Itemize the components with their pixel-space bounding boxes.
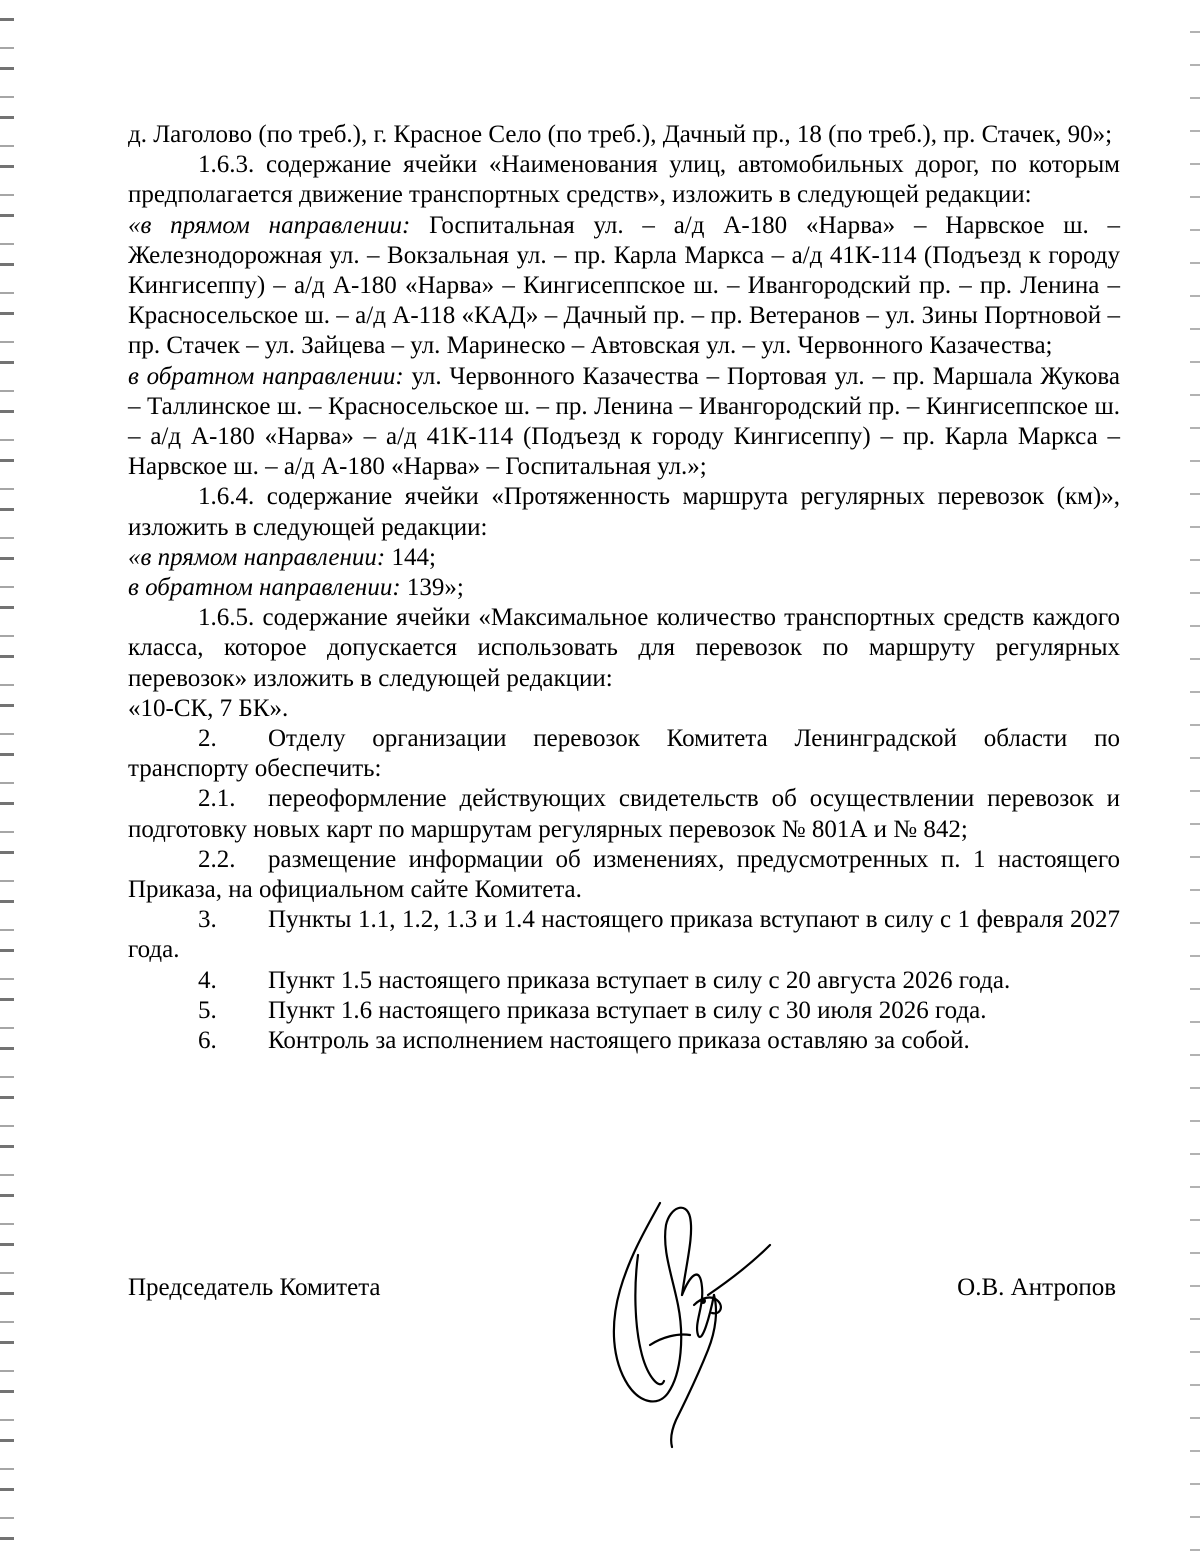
item-text: размещение информации об изменениях, предусмотренных п. 1 настоящего Приказа, на официальном сайте Комитета. [128, 845, 1120, 904]
item-number: 6. [198, 1027, 217, 1055]
item-number: 3. [198, 906, 217, 934]
position-title: Председатель Комитета [128, 1274, 381, 1301]
item-number: 2. [198, 725, 217, 753]
reverse-length-value: 139»; [400, 574, 464, 602]
item-text: Отделу организации перевозок Комитета Ленинградской области по транспорту обеспечить: [128, 725, 1120, 783]
reverse-route-text: ул. Червонного Казачества – Портовая ул. – пр. Маршала Жукова – Таллинское ш. – Красносельское ш. – пр. Ленина – Ивангородский пр. – Кингисеппское ш. – а/д А-180 «Нарва» – а/д 41К-114 (Подъезд к городу Кингисеппу) – пр. Карла Маркса – Нарвское ш. – а/д А-180 «Нарва» – Госпитальная ул.»; [128, 362, 1121, 481]
paragraph-vehicle-count [128, 694, 1120, 724]
item-number: 2.1. [198, 785, 236, 813]
handwritten-signature [590, 1195, 780, 1455]
item-text: Контроль за исполнением настоящего приказа оставляю за собой. [268, 1027, 970, 1055]
paragraph-text: д. Лаголово (по треб.), г. Красное Село (по треб.), Дачный пр., 18 (по треб.), пр. Стачек, 90»; [128, 121, 1113, 148]
reverse-direction-label: в обратном направлении: [128, 362, 404, 390]
signatory-name: О.В. Антропов [957, 1274, 1116, 1301]
item-text: переоформление действующих свидетельств об осуществлении перевозок и подготовку новых карт по маршрутам регулярных перевозок № 801А и № 842; [128, 785, 1120, 843]
forward-length-label: «в прямом направлении: [128, 543, 386, 571]
scan-edge-left [0, 0, 14, 1553]
item-text: Пункт 1.6 настоящего приказа вступает в силу с 30 июля 2026 года. [268, 996, 987, 1024]
paragraph-1-6-5 [128, 603, 1120, 694]
item-2-1 [128, 784, 1120, 844]
reverse-length-label: в обратном направлении: [128, 574, 401, 602]
forward-route-text: Госпитальная ул. – а/д А-180 «Нарва» – Нарвское ш. – Железнодорожная ул. – Вокзальная ул. – пр. Карла Маркса – а/д 41К-114 (Подъезд к городу Кингисеппу) – а/д А-180 «Нарва» – Кингисеппское ш. – Ивангородский пр. – пр. Ленина – Красносельское ш. – а/д А-118 «КАД» – Дачный пр. – пр. Ветеранов – ул. Зины Портновой – пр. Стачек – ул. Зайцева – ул. Маринеско – Автовская ул. – ул. Червонного Казачества; [128, 211, 1121, 360]
paragraph-forward-length [128, 543, 1120, 573]
paragraph-forward-route [128, 211, 1120, 362]
document-body [128, 120, 1120, 1056]
item-number: 4. [198, 966, 217, 994]
item-6 [128, 1026, 1120, 1056]
paragraph-stops-continuation [128, 120, 1120, 150]
item-number: 5. [198, 996, 217, 1024]
paragraph-reverse-length [128, 573, 1120, 603]
paragraph-text: 1.6.5. содержание ячейки «Максимальное количество транспортных средств каждого класса, которое допускается использовать для перевозок по маршруту регулярных перевозок» изложить в следующей редакции: [128, 604, 1120, 692]
forward-length-value: 144; [385, 543, 436, 571]
item-number: 2.2. [198, 845, 236, 873]
item-2-2 [128, 845, 1120, 905]
paragraph-text: «10-СК, 7 БК». [128, 694, 289, 722]
item-text: Пункты 1.1, 1.2, 1.3 и 1.4 настоящего приказа вступают в силу с 1 февраля 2027 года. [128, 906, 1120, 964]
paragraph-text: 1.6.4. содержание ячейки «Протяженность маршрута регулярных перевозок (км)», изложить в следующей редакции: [128, 483, 1120, 541]
item-text: Пункт 1.5 настоящего приказа вступает в силу с 20 августа 2026 года. [268, 966, 1011, 994]
forward-direction-label: «в прямом направлении: [128, 211, 411, 239]
item-5 [128, 996, 1120, 1026]
paragraph-reverse-route [128, 362, 1120, 483]
paragraph-text: 1.6.3. содержание ячейки «Наименования улиц, автомобильных дорог, по которым предполагается движение транспортных средств», изложить в следующей редакции: [128, 151, 1120, 209]
paragraph-1-6-3 [128, 150, 1120, 210]
item-4 [128, 966, 1120, 996]
item-2 [128, 724, 1120, 784]
item-3 [128, 905, 1120, 965]
paragraph-1-6-4 [128, 482, 1120, 542]
scan-edge-right [1190, 0, 1200, 1553]
